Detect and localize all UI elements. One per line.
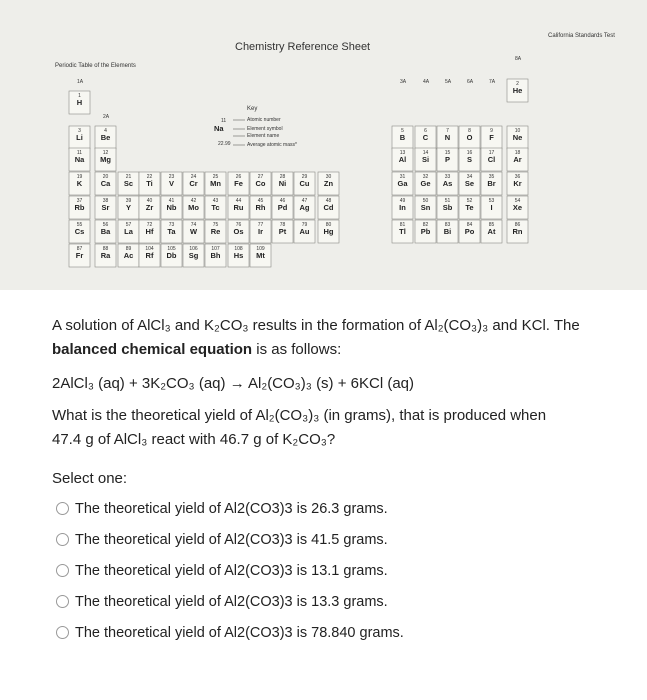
element-symbol: Be	[100, 133, 111, 142]
element-cell-al	[392, 148, 413, 171]
element-symbol: As	[442, 179, 453, 188]
element-number: 46	[279, 198, 286, 204]
element-symbol: V	[168, 179, 175, 188]
element-cell-ga	[392, 172, 413, 195]
element-symbol: Zr	[145, 203, 154, 212]
option-c-label: The theoretical yield of Al2(CO3)3 is 13.1 grams.	[75, 562, 388, 579]
element-symbol: Hg	[323, 227, 334, 236]
element-cell-pd	[272, 196, 293, 219]
element-cell-re	[205, 220, 226, 243]
element-symbol: Db	[166, 251, 177, 260]
element-cell-in	[392, 196, 413, 219]
element-symbol: Ne	[512, 133, 523, 142]
element-cell-k	[69, 172, 90, 195]
element-symbol: Se	[464, 179, 475, 188]
key-sample-symbol: Na	[214, 124, 224, 133]
key-line-4: Average atomic mass*	[247, 142, 297, 148]
element-cell-ag	[294, 196, 315, 219]
element-symbol: He	[512, 86, 523, 95]
element-cell-sn	[415, 196, 436, 219]
element-symbol: Ag	[299, 203, 310, 212]
group-label: 5A	[444, 79, 452, 85]
reaction-arrow-icon: →	[229, 375, 245, 392]
select-one-label: Select one:	[52, 470, 128, 487]
element-symbol: Ca	[100, 179, 111, 188]
element-number: 50	[422, 198, 429, 204]
element-number: 87	[76, 246, 83, 252]
element-number: 16	[466, 150, 473, 156]
element-number: 31	[399, 174, 406, 180]
element-number: 3	[78, 128, 81, 134]
group-label: 1A	[76, 79, 84, 85]
radio-icon[interactable]	[56, 626, 69, 639]
element-cell-cl	[481, 148, 502, 171]
element-symbol: C	[422, 133, 429, 142]
element-cell-rb	[69, 196, 90, 219]
key-line-3: Element name	[247, 133, 280, 139]
element-symbol: Rh	[255, 203, 266, 212]
element-number: 49	[399, 198, 406, 204]
element-symbol: I	[490, 203, 493, 212]
group-label: 6A	[466, 79, 474, 85]
element-symbol: Bh	[210, 251, 221, 260]
element-cell-ne	[507, 126, 528, 149]
element-number: 106	[189, 246, 198, 252]
element-number: 82	[422, 222, 429, 228]
element-symbol: At	[487, 227, 496, 236]
element-number: 4	[104, 128, 107, 134]
element-cell-sc	[118, 172, 139, 195]
element-cell-ra	[95, 244, 116, 267]
element-cell-ta	[161, 220, 182, 243]
element-cell-xe	[507, 196, 528, 219]
element-number: 72	[146, 222, 153, 228]
element-number: 52	[466, 198, 473, 204]
key-line-2: Element symbol	[247, 126, 283, 132]
element-number: 39	[125, 198, 132, 204]
element-symbol: Ge	[420, 179, 431, 188]
option-a-label: The theoretical yield of Al2(CO3)3 is 26.3 grams.	[75, 500, 388, 517]
element-number: 6	[424, 128, 427, 134]
element-number: 14	[422, 150, 429, 156]
option-e[interactable]	[52, 617, 632, 648]
option-a[interactable]	[52, 493, 632, 524]
element-cell-ni	[272, 172, 293, 195]
key-sample-mass: 22.99	[218, 141, 231, 147]
element-symbol: Hs	[233, 251, 244, 260]
element-cell-tl	[392, 220, 413, 243]
radio-icon[interactable]	[56, 595, 69, 608]
element-cell-c	[415, 126, 436, 149]
element-cell-ge	[415, 172, 436, 195]
element-symbol: Nb	[166, 203, 177, 212]
element-cell-hs	[228, 244, 249, 267]
element-symbol: Al	[398, 155, 407, 164]
element-cell-o	[459, 126, 480, 149]
element-number: 76	[235, 222, 242, 228]
element-number: 33	[444, 174, 451, 180]
element-number: 51	[444, 198, 451, 204]
key-sample-number: 11	[221, 118, 227, 124]
element-symbol: In	[399, 203, 406, 212]
element-number: 19	[76, 174, 83, 180]
element-symbol: Ba	[100, 227, 111, 236]
element-cell-rh	[250, 196, 271, 219]
element-number: 30	[325, 174, 332, 180]
element-cell-mg	[95, 148, 116, 171]
element-number: 78	[279, 222, 286, 228]
element-number: 74	[190, 222, 197, 228]
radio-icon[interactable]	[56, 502, 69, 515]
element-cell-n	[437, 126, 458, 149]
element-cell-at	[481, 220, 502, 243]
element-symbol: Os	[233, 227, 244, 236]
element-cell-ir	[250, 220, 271, 243]
element-symbol: Rb	[74, 203, 85, 212]
element-symbol: Mt	[256, 251, 265, 260]
element-number: 75	[212, 222, 219, 228]
element-cell-ar	[507, 148, 528, 171]
element-cell-la	[118, 220, 139, 243]
element-number: 43	[212, 198, 219, 204]
element-symbol: Te	[465, 203, 474, 212]
element-number: 47	[301, 198, 308, 204]
element-number: 7	[446, 128, 449, 134]
element-number: 84	[466, 222, 473, 228]
option-b-label: The theoretical yield of Al2(CO3)3 is 41.5 grams.	[75, 531, 388, 548]
element-symbol: Y	[125, 203, 132, 212]
element-cell-sr	[95, 196, 116, 219]
element-number: 56	[102, 222, 109, 228]
element-number: 57	[125, 222, 132, 228]
element-symbol: S	[466, 155, 473, 164]
element-number: 37	[76, 198, 83, 204]
element-cell-na	[69, 148, 90, 171]
element-number: 105	[167, 246, 176, 252]
balanced-bold: balanced chemical equation	[52, 341, 253, 358]
element-symbol: Cs	[74, 227, 85, 236]
element-symbol: Cu	[299, 179, 310, 188]
element-number: 10	[514, 128, 521, 134]
element-symbol: Ac	[123, 251, 134, 260]
element-cell-fe	[228, 172, 249, 195]
element-cell-pb	[415, 220, 436, 243]
element-cell-hg	[318, 220, 339, 243]
element-symbol: Cd	[323, 203, 334, 212]
option-b[interactable]	[52, 524, 632, 555]
element-symbol: Pt	[278, 227, 287, 236]
element-symbol: Cr	[189, 179, 198, 188]
element-cell-br	[481, 172, 502, 195]
answer-options	[52, 470, 632, 648]
element-symbol: N	[444, 133, 451, 142]
element-cell-db	[161, 244, 182, 267]
element-number: 54	[514, 198, 521, 204]
element-symbol: K	[76, 179, 83, 188]
element-symbol: Xe	[512, 203, 523, 212]
element-number: 2	[516, 81, 519, 87]
element-symbol: Pb	[420, 227, 431, 236]
element-symbol: Hf	[145, 227, 154, 236]
element-symbol: Mo	[188, 203, 199, 212]
element-number: 8	[468, 128, 471, 134]
element-number: 35	[488, 174, 495, 180]
element-cell-s	[459, 148, 480, 171]
element-number: 11	[76, 150, 83, 156]
equation-right: Al₂(CO₃)₃ (s) + 6KCl (aq)	[248, 375, 415, 392]
equation-left: 2AlCl₃ (aq) + 3K₂CO₃ (aq)	[52, 375, 226, 392]
element-symbol: Fe	[234, 179, 243, 188]
element-number: 45	[257, 198, 264, 204]
element-symbol: Rn	[512, 227, 523, 236]
table-title: Periodic Table of the Elements	[55, 63, 136, 69]
group-label: 7A	[488, 79, 496, 85]
element-cell-i	[481, 196, 502, 219]
element-cell-mo	[183, 196, 204, 219]
element-symbol: Ra	[100, 251, 111, 260]
element-symbol: Sb	[442, 203, 453, 212]
element-cell-be	[95, 126, 116, 149]
element-number: 13	[399, 150, 406, 156]
element-cell-te	[459, 196, 480, 219]
element-number: 89	[125, 246, 132, 252]
element-cell-se	[459, 172, 480, 195]
group-label: 8A	[514, 56, 522, 62]
radio-icon[interactable]	[56, 533, 69, 546]
element-cell-li	[69, 126, 90, 149]
element-symbol: Na	[74, 155, 85, 164]
element-symbol: B	[399, 133, 406, 142]
element-cell-kr	[507, 172, 528, 195]
element-number: 42	[190, 198, 197, 204]
periodic-table-image	[0, 0, 647, 300]
element-number: 36	[514, 174, 521, 180]
element-number: 15	[444, 150, 451, 156]
element-cell-ti	[139, 172, 160, 195]
element-number: 107	[211, 246, 220, 252]
element-cell-bi	[437, 220, 458, 243]
element-symbol: Sr	[101, 203, 110, 212]
element-symbol: Cl	[487, 155, 496, 164]
element-number: 88	[102, 246, 109, 252]
element-number: 34	[466, 174, 473, 180]
element-cell-mn	[205, 172, 226, 195]
element-symbol: Ga	[397, 179, 408, 188]
element-cell-hf	[139, 220, 160, 243]
element-cell-tc	[205, 196, 226, 219]
element-symbol: Po	[464, 227, 475, 236]
element-symbol: Zn	[323, 179, 334, 188]
element-cell-nb	[161, 196, 182, 219]
element-symbol: Tc	[211, 203, 220, 212]
element-cell-cr	[183, 172, 204, 195]
chemical-equation	[52, 372, 632, 396]
element-cell-b	[392, 126, 413, 149]
element-number: 32	[422, 174, 429, 180]
element-symbol: Rf	[145, 251, 154, 260]
element-cell-cd	[318, 196, 339, 219]
element-symbol: Tl	[399, 227, 406, 236]
element-cell-co	[250, 172, 271, 195]
sheet-title: Chemistry Reference Sheet	[235, 41, 371, 53]
element-cell-cs	[69, 220, 90, 243]
element-number: 44	[235, 198, 242, 204]
key-line-1: Atomic number	[247, 117, 281, 123]
element-symbol: La	[124, 227, 133, 236]
element-cell-bh	[205, 244, 226, 267]
option-e-label: The theoretical yield of Al2(CO3)3 is 78.840 grams.	[75, 624, 404, 641]
element-number: 22	[146, 174, 153, 180]
element-cell-w	[183, 220, 204, 243]
element-number: 18	[514, 150, 521, 156]
element-cell-zr	[139, 196, 160, 219]
element-cell-he	[507, 79, 528, 102]
option-d-label: The theoretical yield of Al2(CO3)3 is 13.3 grams.	[75, 593, 388, 610]
element-number: 1	[78, 93, 81, 99]
element-number: 41	[168, 198, 175, 204]
element-symbol: Br	[487, 179, 496, 188]
element-number: 24	[190, 174, 197, 180]
element-symbol: Ir	[257, 227, 264, 236]
group-label: 4A	[422, 79, 430, 85]
element-number: 53	[488, 198, 495, 204]
element-symbol: Sg	[188, 251, 199, 260]
element-number: 25	[212, 174, 219, 180]
element-number: 28	[279, 174, 286, 180]
element-number: 83	[444, 222, 451, 228]
element-symbol: Ru	[233, 203, 244, 212]
element-cell-po	[459, 220, 480, 243]
element-cell-si	[415, 148, 436, 171]
element-symbol: Co	[255, 179, 266, 188]
element-number: 86	[514, 222, 521, 228]
element-symbol: Ar	[513, 155, 522, 164]
group-label: 2A	[102, 114, 110, 120]
element-cell-sb	[437, 196, 458, 219]
element-symbol: Ta	[167, 227, 176, 236]
element-cell-h	[69, 91, 90, 114]
element-number: 81	[399, 222, 406, 228]
element-symbol: H	[76, 98, 83, 107]
element-cell-as	[437, 172, 458, 195]
element-cell-os	[228, 220, 249, 243]
standards-title: California Standards Test	[548, 33, 615, 39]
element-number: 38	[102, 198, 109, 204]
group-label: 3A	[399, 79, 407, 85]
element-number: 27	[257, 174, 264, 180]
element-symbol: Pd	[277, 203, 288, 212]
balanced-suffix: is as follows:	[256, 341, 342, 358]
element-cell-rn	[507, 220, 528, 243]
element-number: 55	[76, 222, 83, 228]
element-symbol: O	[466, 133, 473, 142]
element-symbol: F	[489, 133, 494, 142]
element-number: 29	[301, 174, 308, 180]
question-text	[52, 314, 632, 452]
element-number: 48	[325, 198, 332, 204]
question-intro: A solution of AlCl₃ and K₂CO₃ results in the formation of Al₂(CO₃)₃ and KCl.	[52, 317, 550, 334]
element-number: 79	[301, 222, 308, 228]
option-c[interactable]	[52, 555, 632, 586]
element-symbol: Ti	[146, 179, 153, 188]
element-symbol: Ni	[278, 179, 287, 188]
element-cell-zn	[318, 172, 339, 195]
element-number: 104	[145, 246, 154, 252]
element-cell-mt	[250, 244, 271, 267]
element-number: 108	[234, 246, 243, 252]
element-cell-p	[437, 148, 458, 171]
element-number: 12	[102, 150, 109, 156]
element-symbol: Li	[76, 133, 83, 142]
element-number: 77	[257, 222, 264, 228]
element-number: 5	[401, 128, 404, 134]
element-symbol: Re	[210, 227, 221, 236]
element-symbol: Bi	[443, 227, 452, 236]
element-number: 26	[235, 174, 242, 180]
element-symbol: P	[444, 155, 451, 164]
element-symbol: Sc	[123, 179, 134, 188]
element-number: 40	[146, 198, 153, 204]
element-cell-sg	[183, 244, 204, 267]
element-cell-ac	[118, 244, 139, 267]
element-number: 85	[488, 222, 495, 228]
element-symbol: Si	[421, 155, 430, 164]
element-cell-ba	[95, 220, 116, 243]
element-number: 23	[168, 174, 175, 180]
key-label: Key	[247, 106, 258, 112]
question-prompt-2: 47.4 g of AlCl₃ react with 46.7 g of K₂CO₃?	[52, 431, 336, 448]
element-cell-ru	[228, 196, 249, 219]
element-symbol: Kr	[513, 179, 522, 188]
element-number: 80	[325, 222, 332, 228]
element-cell-cu	[294, 172, 315, 195]
element-number: 109	[256, 246, 265, 252]
element-number: 20	[102, 174, 109, 180]
element-symbol: Mg	[100, 155, 111, 164]
element-cell-rf	[139, 244, 160, 267]
element-cell-ca	[95, 172, 116, 195]
element-cell-v	[161, 172, 182, 195]
element-symbol: Sn	[420, 203, 431, 212]
element-cell-au	[294, 220, 315, 243]
element-number: 21	[125, 174, 132, 180]
question-prompt-1: What is the theoretical yield of Al₂(CO₃)₃ (in grams), that is produced when	[52, 407, 547, 424]
element-number: 73	[168, 222, 175, 228]
element-number: 9	[490, 128, 493, 134]
radio-icon[interactable]	[56, 564, 69, 577]
element-symbol: Mn	[210, 179, 221, 188]
element-cell-fr	[69, 244, 90, 267]
element-symbol: Fr	[75, 251, 84, 260]
element-cell-f	[481, 126, 502, 149]
balanced-prefix: The	[553, 317, 580, 334]
element-number: 17	[488, 150, 495, 156]
element-symbol: Au	[299, 227, 310, 236]
element-cell-y	[118, 196, 139, 219]
option-d[interactable]	[52, 586, 632, 617]
element-symbol: W	[189, 227, 198, 236]
element-cell-pt	[272, 220, 293, 243]
